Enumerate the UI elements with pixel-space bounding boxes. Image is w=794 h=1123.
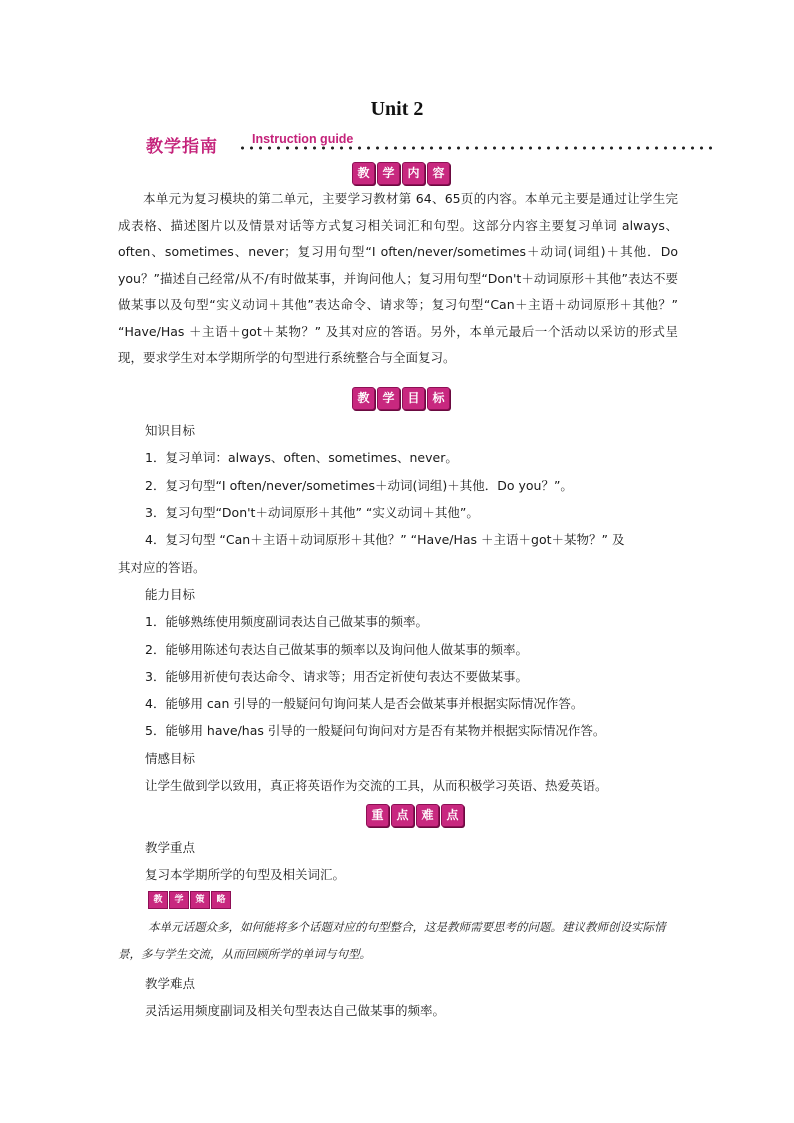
knowledge-item: 4．复习句型 “Can＋主语＋动词原形＋其他？” “Have/Has ＋主语＋got＋某物？” 及	[145, 532, 625, 547]
knowledge-item: 1．复习单词：always、often、sometimes、never。	[145, 450, 458, 465]
ability-item: 5．能够用 have/has 引导的一般疑问句询问对方是否有某物并根据实际情况作答。	[145, 723, 606, 738]
badge-char: 教	[148, 891, 168, 909]
guide-title-en: Instruction guide	[252, 132, 354, 146]
badge-char: 学	[377, 387, 400, 410]
ability-heading: 能力目标	[145, 587, 196, 602]
badge-char: 策	[190, 891, 210, 909]
difficulty-heading: 教学难点	[145, 976, 196, 991]
emotion-heading: 情感目标	[145, 751, 196, 766]
ability-item: 3．能够用祈使句表达命令、请求等；用否定祈使句表达不要做某事。	[145, 669, 528, 684]
badge-char: 略	[211, 891, 231, 909]
ability-item: 1．能够熟练使用频度副词表达自己做某事的频率。	[145, 614, 428, 629]
strategy-badge	[148, 891, 231, 909]
guide-title-cn: 教学指南	[146, 137, 218, 157]
knowledge-item: 2．复习句型“I often/never/sometimes＋动词(词组)＋其他．Do you？”。	[145, 478, 573, 493]
dotted-rule	[238, 146, 712, 150]
knowledge-item: 3．复习句型“Don't＋动词原形＋其他” “实义动词＋其他”。	[145, 505, 479, 520]
knowledge-heading: 知识目标	[145, 423, 196, 438]
emotion-text: 让学生做到学以致用，真正将英语作为交流的工具，从而积极学习英语、热爱英语。	[145, 778, 608, 793]
instruction-guide-header	[146, 132, 712, 156]
unit-title: Unit 2	[370, 98, 424, 120]
section-badge-goals	[352, 387, 450, 409]
section-badge-keypoints	[366, 804, 464, 826]
focus-heading: 教学重点	[145, 840, 196, 855]
badge-char: 教	[352, 387, 375, 410]
badge-char: 重	[366, 804, 389, 827]
strategy-text: 本单元话题众多，如何能将多个话题对应的句型整合，这是教师需要思考的问题。建议教师创设实际情景，多与学生交流，从而回顾所学的单词与句型。	[118, 920, 666, 961]
badge-char: 目	[402, 387, 425, 410]
badge-char: 点	[441, 804, 464, 827]
difficulty-text: 灵活运用频度副词及相关句型表达自己做某事的频率。	[145, 1003, 446, 1018]
badge-char: 教	[352, 162, 375, 185]
ability-item: 2．能够用陈述句表达自己做某事的频率以及询问他人做某事的频率。	[145, 642, 528, 657]
badge-char: 标	[427, 387, 450, 410]
badge-char: 内	[402, 162, 425, 185]
badge-char: 学	[169, 891, 189, 909]
focus-text: 复习本学期所学的句型及相关词汇。	[145, 867, 346, 882]
badge-char: 容	[427, 162, 450, 185]
content-paragraph: 本单元为复习模块的第二单元，主要学习教材第 64、65页的内容。本单元主要是通过让学生完成表格、描述图片以及情景对话等方式复习相关词汇和句型。这部分内容主要复习单词 always、often、sometimes、never；复习用句型“I often/never/sometimes＋动词(词组)＋其他．Do you？”描述自己经常/从不/有时做某事，并询问他人；复习用句型“Don't＋动词原形＋其他”表达不要做某事以及句型“实义动词＋其他”表达命令、请求等；复习句型“Can＋主语＋动词原形＋其他？” “Have/Has ＋主语＋got＋某物？” 及其对应的答语。另外，本单元最后一个活动以采访的形式呈现，要求学生对本学期所学的句型进行系统整合与全面复习。	[118, 191, 678, 365]
knowledge-item: 其对应的答语。	[118, 560, 206, 575]
section-badge-content	[352, 162, 450, 184]
badge-char: 学	[377, 162, 400, 185]
badge-char: 点	[391, 804, 414, 827]
ability-item: 4．能够用 can 引导的一般疑问句询问某人是否会做某事并根据实际情况作答。	[145, 696, 584, 711]
badge-char: 难	[416, 804, 439, 827]
